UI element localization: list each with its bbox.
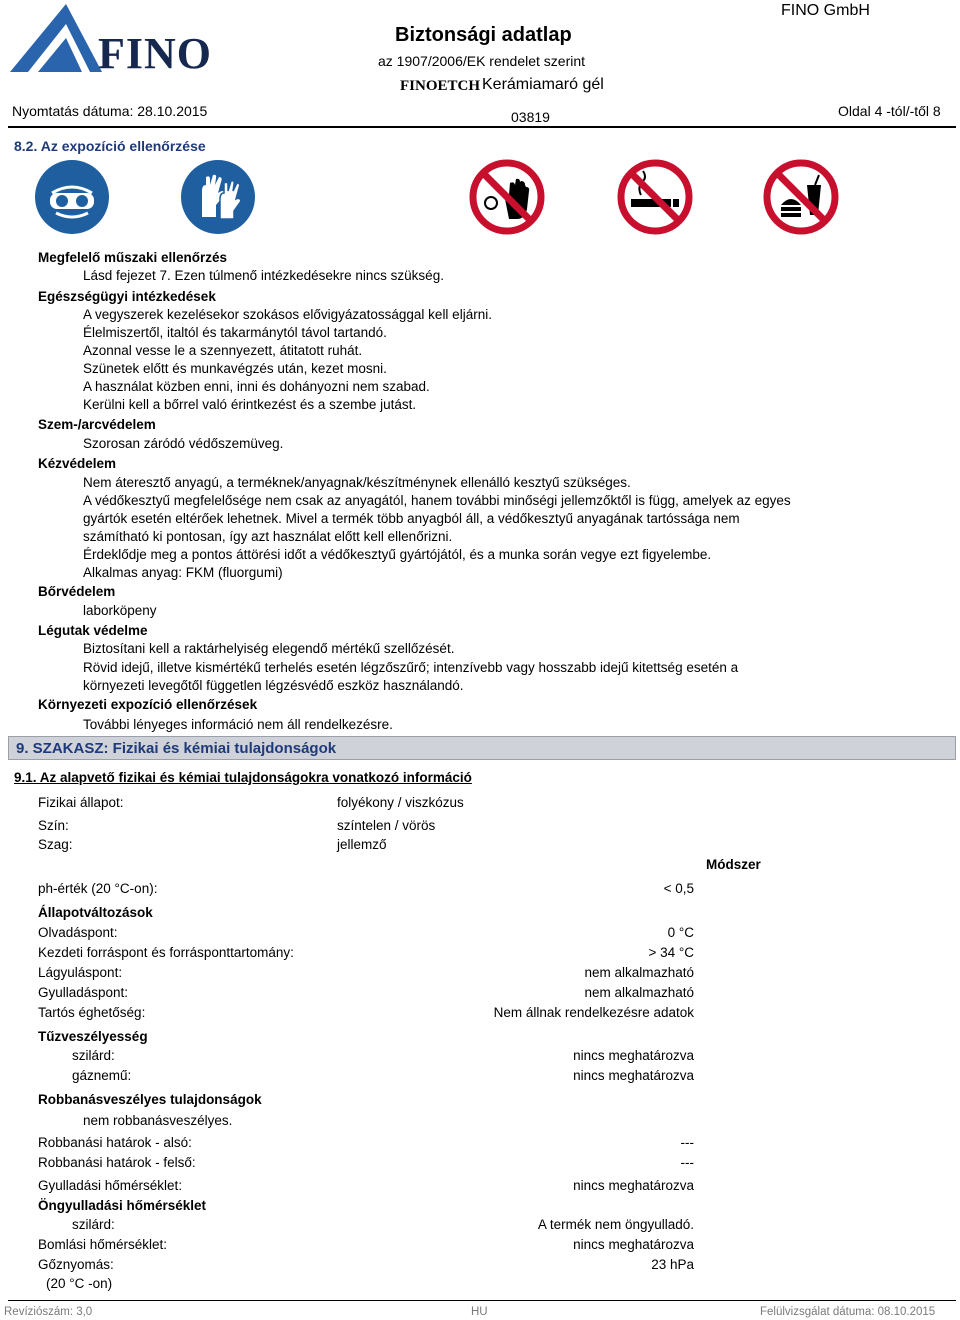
revision-number: Revíziószám: 3,0 xyxy=(4,1306,93,1318)
ph-value: < 0,5 xyxy=(663,881,694,896)
hygiene-line: Szünetek előtt és munkavégzés után, kezet mosni. xyxy=(83,361,387,376)
hand-protection-title: Kézvédelem xyxy=(38,456,117,471)
product-code: 03819 xyxy=(511,109,550,125)
page-number: Oldal 4 -tól/-től 8 xyxy=(838,103,941,119)
skin-protection-line: laborköpeny xyxy=(83,603,157,618)
hand-protection-line: Nem áteresztő anyagú, a terméknek/anyagnak/készítménynek ellenálló kesztyű szükséges. xyxy=(83,475,631,490)
method-header: Módszer xyxy=(706,857,761,872)
document-title: Biztonsági adatlap xyxy=(395,24,572,46)
physical-state-label: Fizikai állapot: xyxy=(38,795,124,810)
language-code: HU xyxy=(471,1306,488,1318)
eye-protection-line: Szorosan záródó védőszemüveg. xyxy=(83,436,284,451)
brand-name: FINOETCH xyxy=(400,78,481,94)
property-label: Robbanási határok - felső: xyxy=(38,1155,196,1170)
product-name: Kerámiamaró gél xyxy=(482,76,604,93)
hand-protection-line: számítható ki pontosan, így azt használat előtt kell ellenőrizni. xyxy=(83,529,453,544)
gloves-icon xyxy=(180,159,256,238)
environmental-exposure-title: Környezeti expozíció ellenőrzések xyxy=(38,697,258,712)
flammability-gas-label: gáznemű: xyxy=(72,1068,132,1083)
vapor-pressure-value: 23 hPa xyxy=(651,1257,694,1272)
odor-value: jellemző xyxy=(337,837,387,852)
respiratory-line: környezeti levegőtől független légzésvédő eszköz használandó. xyxy=(83,678,464,693)
decomposition-label: Bomlási hőmérséklet: xyxy=(38,1237,168,1252)
property-label: Gyulladáspont: xyxy=(38,985,129,1000)
explosive-properties-title: Robbanásveszélyes tulajdonságok xyxy=(38,1092,262,1107)
hand-protection-line: Érdeklődje meg a pontos áttörési időt a védőkesztyű gyártójától, és a munka során vegye ezt figyelembe. xyxy=(83,547,712,562)
no-touch-icon xyxy=(469,159,545,238)
property-value: 0 °C xyxy=(667,925,694,940)
ignition-temperature-value: nincs meghatározva xyxy=(573,1178,694,1193)
vapor-pressure-condition: (20 °C -on) xyxy=(46,1276,113,1291)
company-name: FINO GmbH xyxy=(781,2,870,19)
review-date: Felülvizsgálat dátuma: 08.10.2015 xyxy=(760,1306,936,1318)
property-value: > 34 °C xyxy=(648,945,694,960)
property-value: nem alkalmazható xyxy=(584,985,694,1000)
property-value: --- xyxy=(680,1135,694,1150)
ph-label: ph-érték (20 °C-on): xyxy=(38,881,158,896)
property-value: Nem állnak rendelkezésre adatok xyxy=(493,1005,694,1020)
flammability-gas-value: nincs meghatározva xyxy=(573,1068,694,1083)
footer-divider xyxy=(8,1300,956,1301)
hand-protection-line: gyártók esetén eltérőek lehetnek. Mivel a termék több anyagból áll, a védőkesztyű anyagának tartóssága nem xyxy=(83,511,740,526)
technical-controls-line: Lásd fejezet 7. Ezen túlmenő intézkedésekre nincs szükség. xyxy=(83,268,444,283)
hand-protection-line: A védőkesztyű megfelelősége nem csak az anyagától, hanem további minőségi jellemzőktől is függ, amelyek az egyes xyxy=(83,493,791,508)
self-ignition-solid-label: szilárd: xyxy=(72,1217,115,1232)
respiratory-line: Biztosítani kell a raktárhelyiség elegendő mértékű szellőzését. xyxy=(83,641,455,656)
hygiene-line: A használat közben enni, inni és dohányozni nem szabad. xyxy=(83,379,430,394)
property-label: Olvadáspont: xyxy=(38,925,118,940)
property-label: Kezdeti forráspont és forrásponttartomány: xyxy=(38,945,294,960)
flammability-solid-label: szilárd: xyxy=(72,1048,115,1063)
property-value: nem alkalmazható xyxy=(584,965,694,980)
property-label: Robbanási határok - alsó: xyxy=(38,1135,192,1150)
hygiene-line: Élelmiszertől, italtól és takarmánytól távol tartandó. xyxy=(83,325,387,340)
hygiene-line: A vegyszerek kezelésekor szokásos elővigyázatossággal kell eljárni. xyxy=(83,307,492,322)
section-9-1-subheading: 9.1. Az alapvető fizikai és kémiai tulajdonságokra vonatkozó információ xyxy=(14,770,472,785)
hygiene-measures-title: Egészségügyi intézkedések xyxy=(38,289,216,304)
physical-state-value: folyékony / viszkózus xyxy=(337,795,464,810)
goggles-icon xyxy=(34,159,110,238)
eye-protection-title: Szem-/arcvédelem xyxy=(38,417,156,432)
no-eating-drinking-icon xyxy=(763,159,839,238)
self-ignition-solid-value: A termék nem öngyulladó. xyxy=(537,1217,694,1232)
skin-protection-title: Bőrvédelem xyxy=(38,584,116,599)
ignition-temperature-label: Gyulladási hőmérséklet: xyxy=(38,1178,183,1193)
no-smoking-icon xyxy=(617,159,693,238)
vapor-pressure-label: Gőznyomás: xyxy=(38,1257,114,1272)
flammability-solid-value: nincs meghatározva xyxy=(573,1048,694,1063)
color-label: Szín: xyxy=(38,818,69,833)
decomposition-value: nincs meghatározva xyxy=(573,1237,694,1252)
logo-wordmark: FINO xyxy=(98,29,212,78)
print-date: Nyomtatás dátuma: 28.10.2015 xyxy=(12,103,208,119)
section-8-2-heading: 8.2. Az expozíció ellenőrzése xyxy=(14,138,206,154)
header-divider xyxy=(8,126,956,128)
explosive-properties-value: nem robbanásveszélyes. xyxy=(83,1113,233,1128)
state-changes-title: Állapotváltozások xyxy=(38,905,153,920)
hygiene-line: Kerülni kell a bőrrel való érintkezést és a szembe jutást. xyxy=(83,397,417,412)
regulation: az 1907/2006/EK rendelet szerint xyxy=(378,53,586,69)
property-label: Tartós éghetőség: xyxy=(38,1005,146,1020)
respiratory-line: Rövid idejű, illetve kismértékű terhelés esetén légzőszűrő; intenzívebb vagy hosszabb idejű kitettség esetén a xyxy=(83,660,739,675)
environmental-exposure-line: További lényeges információ nem áll rendelkezésre. xyxy=(83,717,393,732)
hand-protection-line: Alkalmas anyag: FKM (fluorgumi) xyxy=(83,565,283,580)
flammability-title: Tűzveszélyesség xyxy=(38,1029,148,1044)
respiratory-protection-title: Légutak védelme xyxy=(38,623,148,638)
color-value: színtelen / vörös xyxy=(337,818,436,833)
property-value: --- xyxy=(680,1155,694,1170)
hygiene-line: Azonnal vesse le a szennyezett, átitatott ruhát. xyxy=(83,343,363,358)
odor-label: Szag: xyxy=(38,837,73,852)
self-ignition-title: Öngyulladási hőmérséklet xyxy=(38,1198,207,1213)
technical-controls-title: Megfelelő műszaki ellenőrzés xyxy=(38,250,228,265)
section-9-heading: 9. SZAKASZ: Fizikai és kémiai tulajdonságok xyxy=(16,740,337,757)
property-label: Lágyuláspont: xyxy=(38,965,123,980)
